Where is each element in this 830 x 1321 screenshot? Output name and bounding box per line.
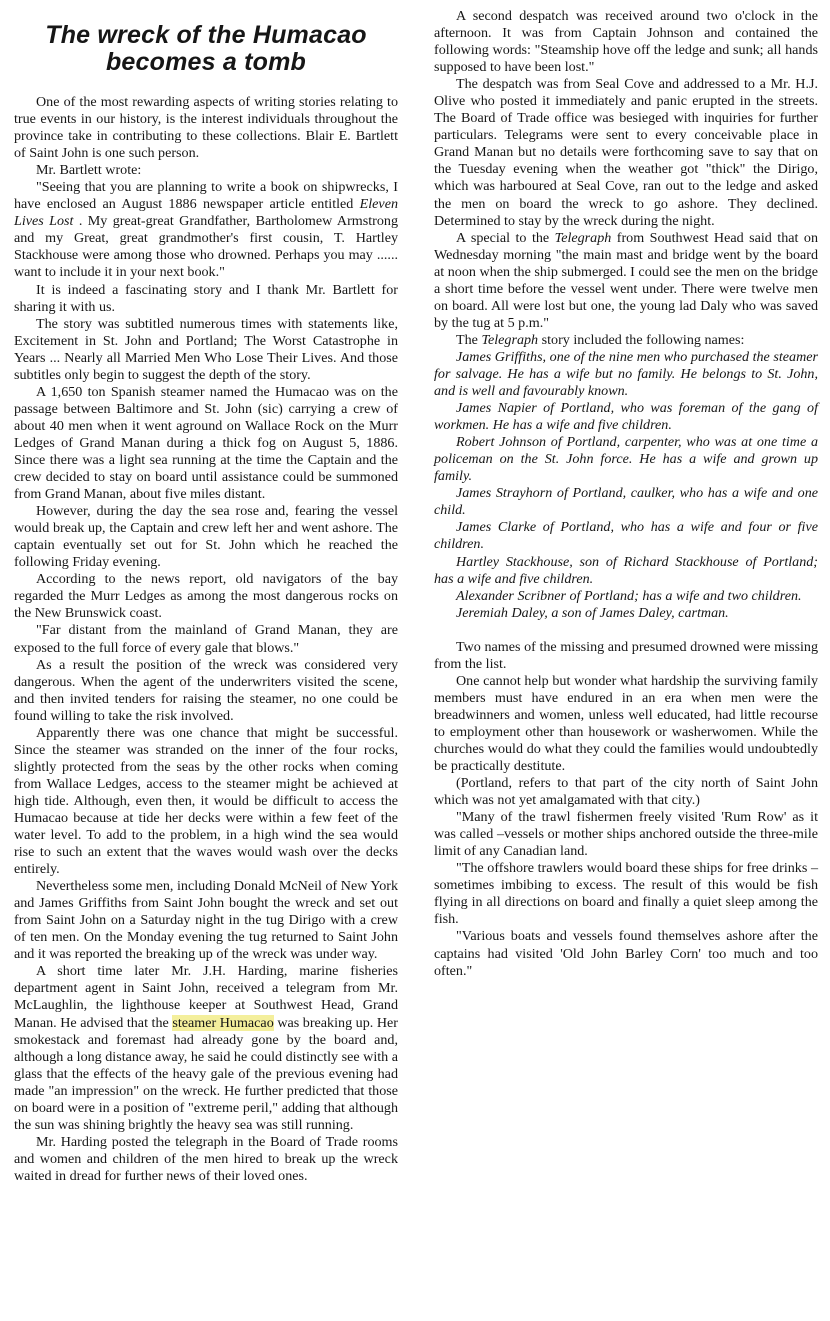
left-column xyxy=(14,22,398,1185)
victim-entry: Robert Johnson of Portland, carpenter, who was at one time a policeman on the St. John force. He has a wife and grown up family. xyxy=(434,434,818,485)
paragraph xyxy=(14,963,398,1133)
highlighted-text: steamer Humacao xyxy=(172,1014,274,1031)
text-span: . My great-great Grandfather, Bartholomew Armstrong and my Great, great grandmother's first cousin, T. Hartley Stackhouse were among those who drowned. Perhaps you may ...... want to include it in your next book." xyxy=(14,213,398,281)
text-span: The xyxy=(456,331,482,348)
newspaper-name: Telegraph xyxy=(481,331,539,348)
paragraph: (Portland, refers to that part of the city north of Saint John which was not yet amalgamated with that city.) xyxy=(434,775,818,809)
victim-entry: James Napier of Portland, who was foreman of the gang of workmen. He has a wife and five children. xyxy=(434,400,818,434)
text-span: A short time later Mr. J.H. Harding, marine fisheries department agent in Saint John, received a telegram from Mr. McLaughlin, the lighthouse keeper at Southwest Head, Grand Manan. He advised that the xyxy=(14,963,398,1031)
paragraph: One of the most rewarding aspects of writing stories relating to true events in our history, is the interest individuals throughout the province take in contributing to these collections. Blair E. Bartlett of Saint John is one such person. xyxy=(14,94,398,162)
paragraph: Apparently there was one chance that might be successful. Since the steamer was stranded on the inner of the four rocks, slightly protected from the seas by the other rocks when coming from Wallace Ledges, access to the steamer might be achieved at high tide. Although, even then, it would be difficult to access the Humacao because at tide her decks were within a few feet of the water level. To add to the problem, in a high wind the sea would rise to such an extent that the waves would wash over the decks entirely. xyxy=(14,724,398,878)
paragraph: The story was subtitled numerous times with statements like, Excitement in St. John and Portland; The Worst Catastrophe in Years ... Nearly all Married Men Who Lose Their Lives. And those subtitles only begin to suggest the depth of the story. xyxy=(14,315,398,383)
paragraph: It is indeed a fascinating story and I thank Mr. Bartlett for sharing it with us. xyxy=(14,281,398,315)
right-column xyxy=(434,8,818,980)
paragraph: Mr. Bartlett wrote: xyxy=(36,162,142,179)
paragraph: "Many of the trawl fishermen freely visited 'Rum Row' as it was called –vessels or mother ships anchored outside the three-mile limit of any Canadian land. xyxy=(434,809,818,860)
victim-entry: James Clarke of Portland, who has a wife and four or five children. xyxy=(434,519,818,553)
paragraph xyxy=(14,179,398,281)
paragraph: As a result the position of the wreck was considered very dangerous. When the agent of the underwriters visited the scene, and then invited tenders for raising the steamer, no one could be found willing to take the risk involved. xyxy=(14,656,398,724)
paragraph xyxy=(434,332,818,349)
newspaper-name: Telegraph xyxy=(554,229,612,246)
text-span: A special to the xyxy=(456,229,555,246)
paragraph: A second despatch was received around two o'clock in the afternoon. It was from Captain Johnson and contained the following words: "Steamship hove off the ledge and sunk; all hands supposed to have been lost." xyxy=(434,8,818,76)
victim-entry: Alexander Scribner of Portland; has a wife and two children. xyxy=(456,587,802,604)
victim-entry: James Strayhorn of Portland, caulker, who has a wife and one child. xyxy=(434,485,818,519)
title-line-2: becomes a tomb xyxy=(105,48,307,76)
paragraph: Mr. Harding posted the telegraph in the Board of Trade rooms and women and children of the men hired to break up the wreck waited in dread for further news of their loved ones. xyxy=(14,1133,398,1184)
victim-entry: Jeremiah Daley, a son of James Daley, cartman. xyxy=(456,604,729,621)
victim-entry: Hartley Stackhouse, son of Richard Stackhouse of Portland; has a wife and five children. xyxy=(434,553,818,587)
text-span: was breaking up. Her smokestack and foremast had already gone by the board and, although a long distance away, he said he could distinctly see with a glass that the effects of the heavy gale of the previous evening had made "an impression" on the wreck. He further predicted that those on board were in a position of "extreme peril," adding that although the sun was shining brightly the heavy sea was still running. xyxy=(14,1014,398,1133)
paragraph: However, during the day the sea rose and, fearing the vessel would break up, the Captain and crew left her and went ashore. The captain eventually set out for St. John which he reached the following Friday evening. xyxy=(14,503,398,571)
paragraph xyxy=(434,230,818,332)
paragraph: A 1,650 ton Spanish steamer named the Humacao was on the passage between Baltimore and St. John (sic) carrying a crew of about 40 men when it went aground on Wallace Rock on the Murr Ledges of Grand Manan during a thick fog on August 5, 1886. Since there was a light sea running at the time the Captain and the crew decided to stay on board until assistance could be summoned from Grand Manan, about five miles distant. xyxy=(14,383,398,503)
paragraph: Two names of the missing and presumed drowned were missing from the list. xyxy=(434,638,818,672)
paragraph: "Various boats and vessels found themselves ashore after the captains had visited 'Old John Barley Corn' too much and too often." xyxy=(434,928,818,979)
paragraph: "Far distant from the mainland of Grand Manan, they are exposed to the full force of every gale that blows." xyxy=(14,622,398,656)
text-span: story included the following names: xyxy=(538,331,745,348)
paragraph: Nevertheless some men, including Donald McNeil of New York and James Griffiths from Saint John bought the wreck and set out from Saint John on a Saturday night in the tug Dirigo with a crew of ten men. On the Monday evening the tug returned to Saint John and it was reported the breaking up of the wreck was under way. xyxy=(14,878,398,963)
victim-entry: James Griffiths, one of the nine men who purchased the steamer for salvage. He has a wife but no family. He belongs to St. John, and is well and favourably known. xyxy=(434,348,818,400)
paragraph: "The offshore trawlers would board these ships for free drinks –sometimes imbibing to excess. The result of this would be fish flying in all directions on board and finally a quiet sleep among the fish. xyxy=(434,860,818,928)
victim-list xyxy=(434,349,818,622)
text-span: "Seeing that you are planning to write a book on shipwrecks, I have enclosed an August 1886 newspaper article entitled xyxy=(14,179,398,213)
paragraph: One cannot help but wonder what hardship the surviving family members must have endured in an era when men were the breadwinners and women, unless well educated, had little recourse to employment other than housework or washerwomen. While the churches would do what they could the families would undoubtedly be practically destitute. xyxy=(434,672,818,775)
spacer xyxy=(434,622,818,639)
text-span: from Southwest Head said that on Wednesday morning "the main mast and bridge went by the board at noon when the ship submerged. I could see the men on the bridge a short time before the vessel went under. There were twelve men on board. All were lost but one, the young lad Daly who was saved by the tug at 5 p.m." xyxy=(434,229,819,331)
article-title xyxy=(14,22,398,76)
title-line-1: The wreck of the Humacao xyxy=(45,21,367,49)
article-title-reference: Eleven Lives Lost xyxy=(14,196,398,230)
paragraph: The despatch was from Seal Cove and addressed to a Mr. H.J. Olive who posted it immediately and panic erupted in the streets. The Board of Trade office was besieged with inquiries for further particulars. Telegrams were sent to every conceivable place in Grand Manan but no details were forthcoming save to say that on the Tuesday evening when the weather got "thick" the Dirigo, which was harboured at Seal Cove, ran out to the ledge and asked the men on board the wreck to go ashore. They declined. Determined to stay by the wreck during the night. xyxy=(434,76,818,229)
paragraph: According to the news report, old navigators of the bay regarded the Murr Ledges as among the most dangerous rocks on the New Brunswick coast. xyxy=(14,571,398,622)
